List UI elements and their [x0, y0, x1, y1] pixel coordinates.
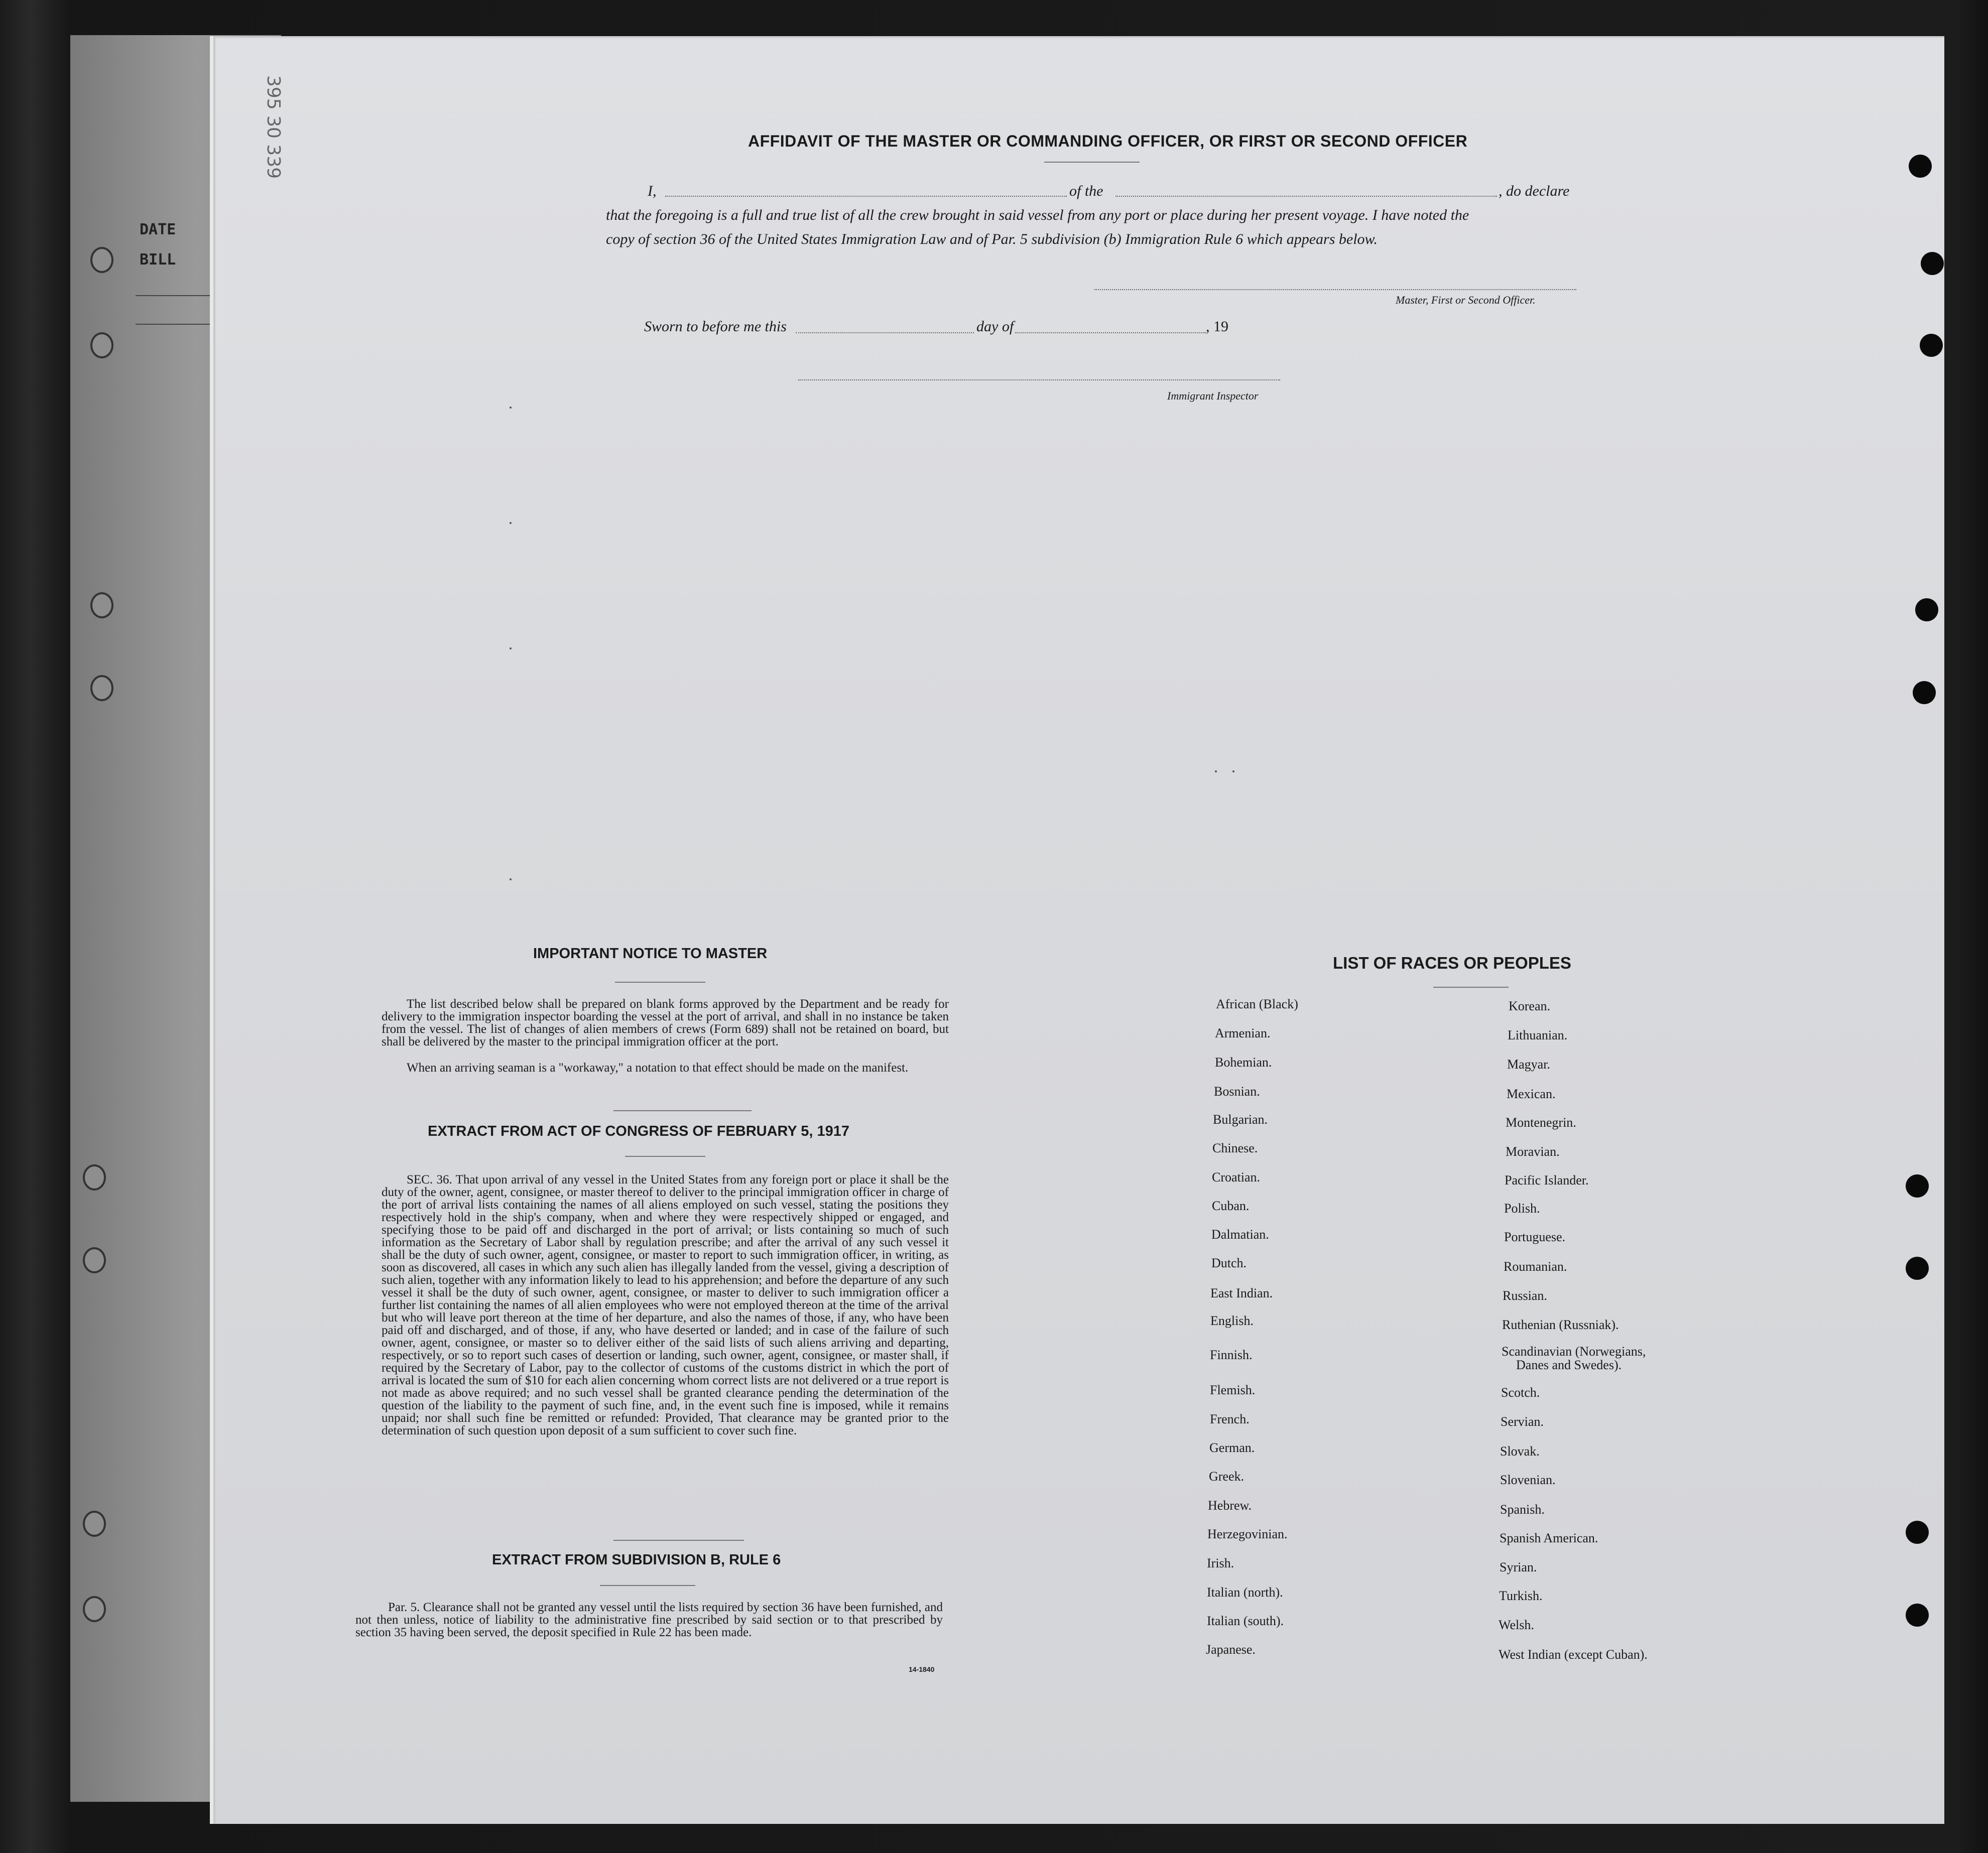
- punch-hole: [1909, 155, 1932, 178]
- extract-rule-underline: [600, 1585, 695, 1586]
- form-number: 14-1840: [909, 1665, 935, 1673]
- inspector-signature-line: [798, 379, 1280, 380]
- race-entry: Portuguese.: [1504, 1230, 1566, 1244]
- affidavit-line3: copy of section 36 of the United States Immigration Law and of Par. 5 subdivision (b) Immigration Rule 6 which appears below.: [606, 231, 1378, 247]
- race-entry: Bulgarian.: [1213, 1112, 1268, 1127]
- punch-hole: [1906, 1174, 1929, 1198]
- race-entry: Montenegrin.: [1506, 1115, 1576, 1130]
- binder-hole-ring: [90, 247, 113, 273]
- race-entry: Roumanian.: [1504, 1259, 1567, 1274]
- race-entry: Irish.: [1207, 1556, 1234, 1570]
- race-entry: Turkish.: [1499, 1589, 1543, 1603]
- extract-rule-title: EXTRACT FROM SUBDIVISION B, RULE 6: [492, 1552, 781, 1568]
- binder-hole-ring: [83, 1511, 106, 1537]
- race-entry: Armenian.: [1215, 1026, 1271, 1040]
- speck: [1232, 770, 1234, 772]
- affidavit-of-the: of the: [1069, 183, 1103, 199]
- race-entry: Mexican.: [1507, 1087, 1556, 1101]
- race-entry: Finnish.: [1210, 1348, 1253, 1362]
- speck: [1215, 770, 1217, 772]
- extract-act-underline: [625, 1156, 705, 1157]
- speck: [510, 878, 512, 880]
- race-entry: Lithuanian.: [1508, 1028, 1568, 1042]
- punch-hole: [1920, 334, 1943, 357]
- race-entry: Scandinavian (Norwegians,: [1502, 1344, 1646, 1359]
- pencil-annotation: 395 30 339: [263, 75, 284, 179]
- race-entry: Ruthenian (Russniak).: [1502, 1317, 1619, 1332]
- race-entry: Welsh.: [1499, 1618, 1534, 1632]
- race-entry: German.: [1209, 1440, 1255, 1455]
- sworn-day-line: [796, 332, 974, 333]
- speck: [510, 647, 512, 649]
- race-entry: Pacific Islander.: [1505, 1173, 1589, 1187]
- race-entry: Danes and Swedes).: [1516, 1358, 1622, 1372]
- manifest-sheet: [213, 36, 1944, 1824]
- underlay-date-label: DATE: [140, 221, 176, 238]
- race-entry: Chinese.: [1212, 1141, 1258, 1155]
- punch-hole: [1906, 1521, 1929, 1544]
- notice-title: IMPORTANT NOTICE TO MASTER: [533, 946, 768, 962]
- punch-hole: [1906, 1257, 1929, 1280]
- race-entry: African (Black): [1216, 997, 1298, 1011]
- race-entry: Scotch.: [1501, 1385, 1540, 1400]
- binder-hole-ring: [90, 332, 113, 358]
- races-title: LIST OF RACES OR PEOPLES: [1333, 954, 1571, 972]
- master-signature-caption: Master, First or Second Officer.: [1396, 294, 1536, 306]
- race-entry: Korean.: [1509, 999, 1551, 1013]
- race-entry: Magyar.: [1507, 1057, 1550, 1072]
- race-entry: Moravian.: [1506, 1144, 1560, 1159]
- binder-hole-ring: [83, 1596, 106, 1622]
- race-entry: Herzegovinian.: [1207, 1527, 1288, 1541]
- notice-paragraph-1: The list described below shall be prepared on blank forms approved by the Department and be ready for delivery to the immigration inspector boarding the vessel at the port of arrival, and shall in no instance be taken from the vessel. The list of changes of alien members of crews (Form 689) shall not be retained on board, but shall be delivered by the master to the principal immigration officer at the port.: [382, 997, 949, 1048]
- race-entry: Bosnian.: [1214, 1084, 1260, 1099]
- officer-name-line: [665, 196, 1067, 197]
- underlay-rule: [136, 324, 213, 325]
- race-entry: Croatian.: [1212, 1170, 1261, 1184]
- races-underline: [1433, 987, 1509, 988]
- punch-hole: [1921, 252, 1944, 275]
- punch-hole: [1913, 681, 1936, 704]
- vessel-name-line: [1115, 196, 1497, 197]
- section-divider: [613, 1540, 744, 1541]
- race-entry: Slovenian.: [1500, 1473, 1556, 1487]
- race-entry: French.: [1210, 1412, 1250, 1426]
- affidavit-title: AFFIDAVIT OF THE MASTER OR COMMANDING OFFICER, OR FIRST OR SECOND OFFICER: [748, 132, 1468, 150]
- speck: [510, 522, 512, 524]
- sworn-year: , 19: [1206, 318, 1228, 335]
- speck: [510, 407, 512, 409]
- race-entry: Russian.: [1503, 1288, 1547, 1303]
- race-entry: Syrian.: [1500, 1560, 1537, 1574]
- race-entry: East Indian.: [1210, 1286, 1273, 1300]
- sworn-month-line: [1015, 332, 1206, 333]
- underlay-bill-label: BILL: [140, 251, 176, 269]
- race-entry: Bohemian.: [1215, 1055, 1272, 1070]
- inspector-caption: Immigrant Inspector: [1167, 389, 1259, 402]
- affidavit-line2: that the foregoing is a full and true list of all the crew brought in said vessel from any port or place during her present voyage. I have noted the: [606, 207, 1469, 223]
- binder-hole-ring: [83, 1164, 106, 1190]
- extract-act-title: EXTRACT FROM ACT OF CONGRESS OF FEBRUARY 5, 1917: [428, 1123, 850, 1139]
- section-divider: [613, 1110, 752, 1111]
- race-entry: Spanish.: [1500, 1502, 1545, 1517]
- notice-paragraph-2: When an arriving seaman is a "workaway," a notation to that effect should be made on the manifest.: [407, 1061, 909, 1075]
- sworn-day-of: day of: [976, 318, 1014, 335]
- race-entry: Italian (south).: [1207, 1614, 1284, 1628]
- punch-hole: [1915, 598, 1938, 621]
- race-entry: West Indian (except Cuban).: [1499, 1647, 1648, 1662]
- rule-6-text: Par. 5. Clearance shall not be granted any vessel until the lists required by section 36 have been furnished, and not then unless, notice of liability to the administrative fine prescribed by said section or to that prescribed by section 35 having been served, the deposit specified in Rule 22 has been made.: [355, 1601, 943, 1639]
- race-entry: Cuban.: [1212, 1199, 1250, 1213]
- affidavit-i: I,: [648, 183, 657, 199]
- race-entry: English.: [1210, 1313, 1254, 1328]
- notice-underline: [615, 982, 705, 983]
- punch-hole: [1906, 1604, 1929, 1627]
- underlay-rule: [136, 295, 213, 296]
- affidavit-declare: , do declare: [1499, 183, 1570, 199]
- race-entry: Italian (north).: [1207, 1585, 1283, 1600]
- race-entry: Spanish American.: [1500, 1531, 1598, 1545]
- race-entry: Slovak.: [1500, 1444, 1540, 1459]
- binder-hole-ring: [90, 675, 113, 701]
- binder-hole-ring: [90, 592, 113, 618]
- binder-hole-ring: [83, 1247, 106, 1273]
- race-entry: Servian.: [1501, 1414, 1544, 1429]
- race-entry: Polish.: [1504, 1201, 1540, 1216]
- race-entry: Dalmatian.: [1211, 1227, 1269, 1242]
- title-underline: [1044, 162, 1140, 163]
- race-entry: Japanese.: [1206, 1642, 1256, 1657]
- section-36-text: SEC. 36. That upon arrival of any vessel in the United States from any foreign port or place it shall be the duty of the owner, agent, consignee, or master thereof to deliver to the principal immigration officer in charge of the port of arrival lists containing the names of all aliens employed on such vessel, stating the positions they respectively hold in the ship's company, when and where they were respectively shipped or engaged, and specifying those to be paid off and discharged in the port of arrival; or lists containing so much of such information as the Secretary of Labor shall by regulation prescribe; and after the arrival of any such vessel it shall be the duty of such owner, agent, consignee, or master to report to such immigration officer, in writing, as soon as discovered, all cases in which any such alien has illegally landed from the vessel, giving a description of such alien, together with any information likely to lead to his apprehension; and before the departure of any such vessel it shall be the duty of such owner, agent, consignee, or master to deliver to such immigration officer a further list containing the names of all alien employees who were not employed thereon at the time of the arrival but who will leave port thereon at the time of her departure, and also the names of those, if any, who have been paid off and discharged, and of those, if any, who have deserted or landed; and in case of the failure of such owner, agent, consignee, or master so to deliver either of the said lists of such aliens arriving and departing, respectively, or so to report such cases of desertion or landing, such owner, agent, consignee, or master shall, if required by the Secretary of Labor, pay to the collector of customs of the customs district in which the port of arrival is located the sum of $10 for each alien concerning whom correct lists are not delivered or a true report is not made as above required; and no such vessel shall be granted clearance pending the determination of the question of the liability to the payment of such fine, and, in the event such fine is imposed, while it remains unpaid; nor shall such fine be remitted or refunded: Provided, That clearance may be granted prior to the determination of such question upon deposit of a sum sufficient to cover such fine.: [382, 1173, 949, 1437]
- race-entry: Hebrew.: [1208, 1498, 1252, 1513]
- master-signature-line: [1094, 289, 1576, 290]
- sworn-text: Sworn to before me this: [644, 318, 787, 335]
- race-entry: Dutch.: [1211, 1256, 1247, 1270]
- race-entry: Flemish.: [1210, 1383, 1256, 1397]
- race-entry: Greek.: [1209, 1469, 1245, 1484]
